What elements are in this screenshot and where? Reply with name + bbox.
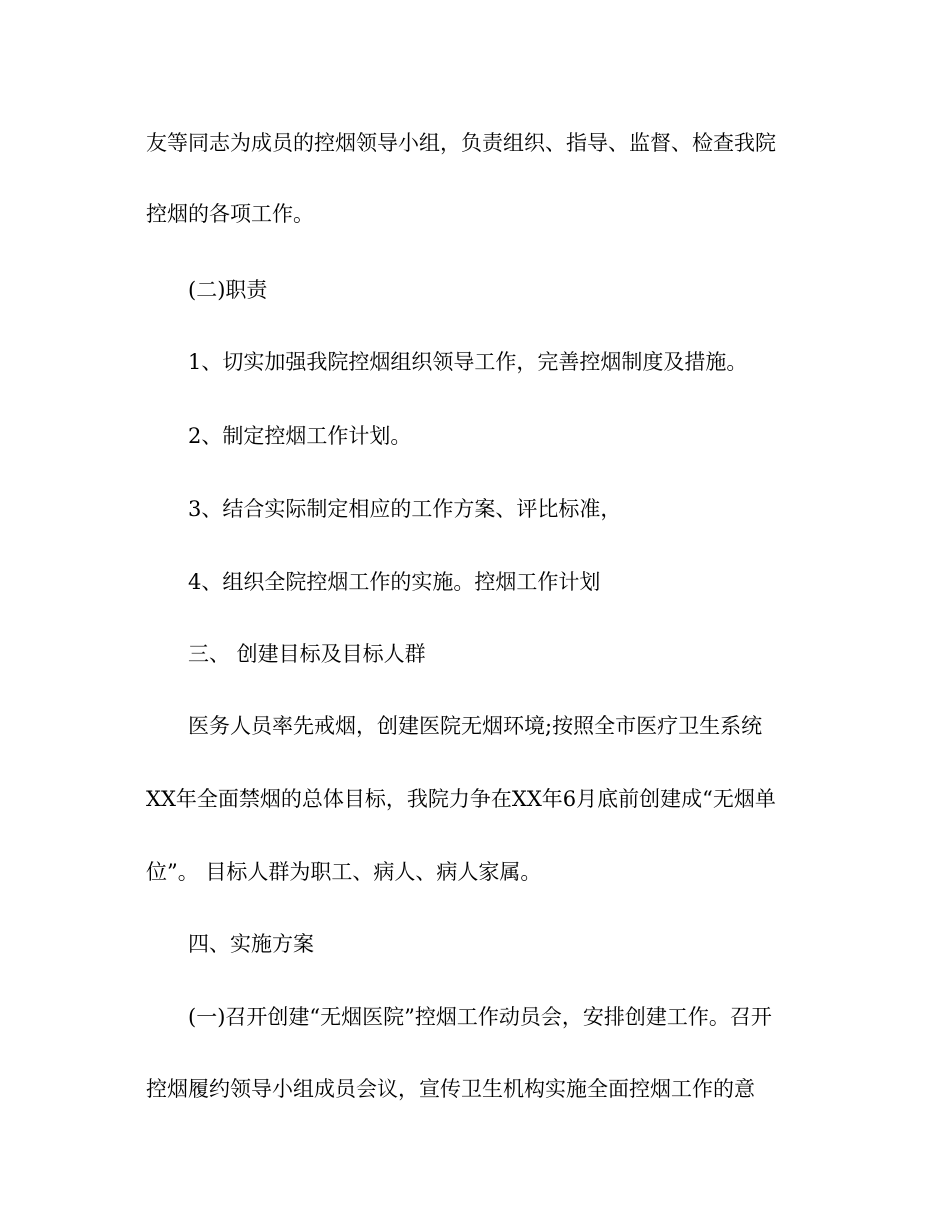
- paragraph-line-7: 控烟履约领导小组成员会议，宣传卫生机构实施全面控烟工作的意: [146, 1077, 755, 1101]
- list-item-3: 3、结合实际制定相应的工作方案、评比标准，: [188, 497, 622, 521]
- section-heading-goals: 三、 创建目标及目标人群: [188, 642, 426, 666]
- section-heading-plan: 四、实施方案: [188, 932, 314, 956]
- paragraph-line-2: 控烟的各项工作。: [146, 202, 314, 226]
- paragraph-line-5: 位”。 目标人群为职工、病人、病人家属。: [146, 860, 542, 884]
- paragraph-line-6: (一)召开创建“无烟医院”控烟工作动员会，安排创建工作。召开: [188, 1005, 772, 1029]
- section-heading-duties: (二)职责: [188, 278, 268, 302]
- list-item-2: 2、制定控烟工作计划。: [188, 424, 412, 448]
- paragraph-line-4: XX年全面禁烟的总体目标，我院力争在XX年6月底前创建成“无烟单: [146, 787, 776, 811]
- paragraph-line-1: 友等同志为成员的控烟领导小组，负责组织、指导、监督、检查我院: [146, 131, 776, 155]
- list-item-1: 1、切实加强我院控烟组织领导工作，完善控烟制度及措施。: [188, 350, 748, 374]
- paragraph-line-3: 医务人员率先戒烟，创建医院无烟环境;按照全市医疗卫生系统: [188, 714, 763, 738]
- list-item-4: 4、组织全院控烟工作的实施。控烟工作计划: [188, 570, 601, 594]
